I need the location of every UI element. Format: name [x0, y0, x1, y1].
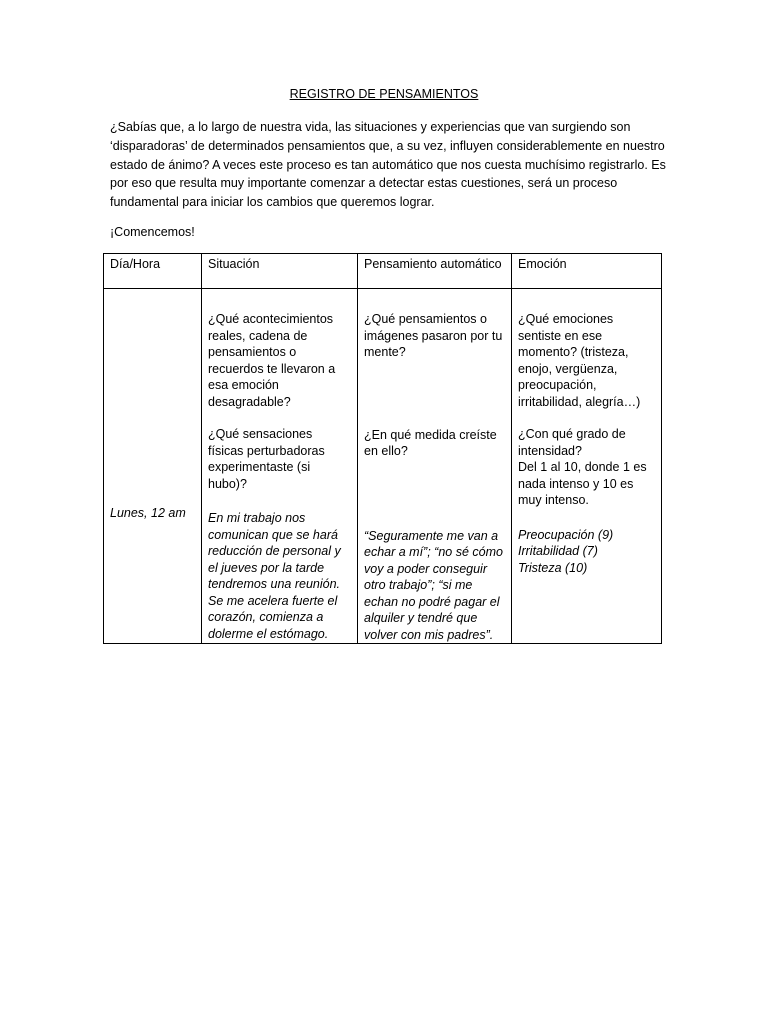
- cell-situacion: [202, 289, 358, 644]
- header-situacion: Situación: [202, 254, 358, 289]
- guide-pensamiento-q1: ¿Qué pensamientos o imágenes pasaron por tu mente?: [364, 312, 503, 359]
- table-header-row: [104, 254, 662, 289]
- example-emocion-1: Preocupación (9): [518, 527, 614, 542]
- example-dia-hora: Lunes, 12 am: [110, 506, 186, 520]
- guide-emocion-q3: Del 1 al 10, donde 1 es nada intenso y 10 es muy intenso.: [518, 460, 647, 507]
- guide-situacion-q1: ¿Qué acontecimientos reales, cadena de pensamientos o recuerdos te llevaron a esa emoción desagradable?: [208, 312, 336, 409]
- cell-emocion: [512, 289, 662, 644]
- call-to-action: ¡Comencemos!: [110, 225, 195, 239]
- table-body-row: [104, 289, 662, 644]
- header-dia-hora: Día/Hora: [104, 254, 202, 289]
- guide-emocion-q1: ¿Qué emociones sentiste en ese momento? (tristeza, enojo, vergüenza, preocupación, irritabilidad, alegría…): [518, 312, 641, 409]
- header-emocion: Emoción: [512, 254, 662, 289]
- intro-paragraph: ¿Sabías que, a lo largo de nuestra vida, las situaciones y experiencias que van surgiendo son ‘disparadoras’ de determinados pensamientos que, a su vez, influyen considerablemente en nuestro estado de ánimo? A veces este proceso es tan automático que nos cuesta muchísimo registrarlo. Es por eso que resulta muy importante comenzar a detectar estas cuestiones, será un proceso fundamental para iniciar los cambios que queremos lograr.: [110, 120, 666, 210]
- guide-pensamiento-q2: ¿En qué medida creíste en ello?: [364, 427, 497, 458]
- example-emocion-3: Tristeza (10): [518, 560, 588, 575]
- example-pensamiento: “Seguramente me van a echar a mí”; “no sé cómo voy a poder conseguir otro trabajo”; “si me echan no podré pagar el alquiler y tendré que volver con mis padres”.: [364, 528, 503, 642]
- cell-dia-hora: [104, 289, 202, 644]
- guide-situacion-q2: ¿Qué sensaciones físicas perturbadoras experimentaste (si hubo)?: [208, 427, 325, 491]
- thought-record-table: [103, 253, 662, 644]
- guide-emocion-q2: ¿Con qué grado de intensidad?: [518, 427, 626, 458]
- cell-pensamiento: [358, 289, 512, 644]
- header-pensamiento: Pensamiento automático: [358, 254, 512, 289]
- example-emocion-2: Irritabilidad (7): [518, 544, 598, 558]
- example-situacion: En mi trabajo nos comunican que se hará reducción de personal y el jueves por la tarde tendremos una reunión. Se me acelera fuerte el corazón, comienza a dolerme el estómago.: [208, 511, 341, 641]
- document-title: REGISTRO DE PENSAMIENTOS: [289, 87, 479, 101]
